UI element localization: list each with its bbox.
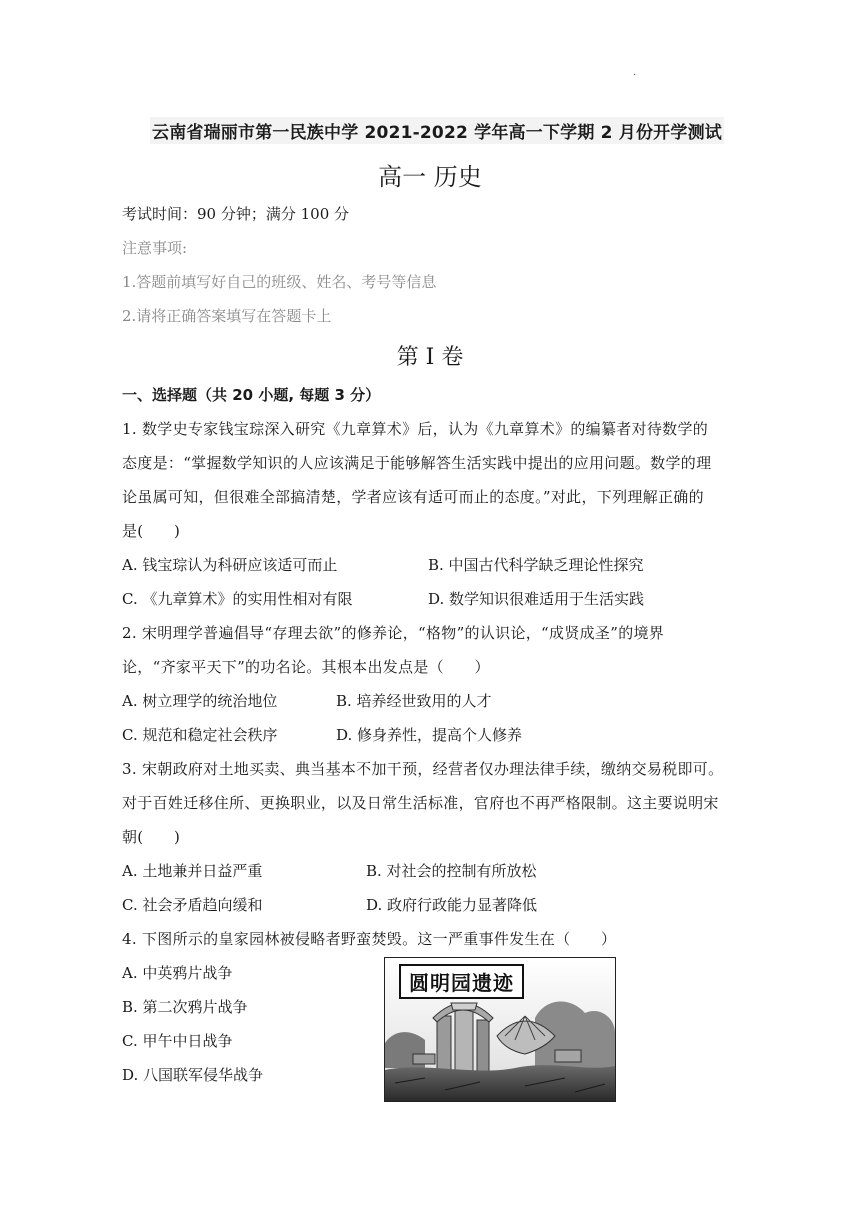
- question-4-line-1: 4. 下图所示的皇家园林被侵略者野蛮焚毁。这一严重事件发生在（ ）: [122, 930, 617, 948]
- notice-item-1: 1.答题前填写好自己的班级、姓名、考号等信息: [122, 273, 437, 291]
- question-3-option-d: D. 政府行政能力显著降低: [366, 896, 538, 914]
- question-3-line-2: 对于百姓迁移住所、更换职业，以及日常生活标准，官府也不再严格限制。这主要说明宋: [122, 794, 719, 812]
- question-3-option-c: C. 社会矛盾趋向缓和: [122, 896, 263, 914]
- question-2-option-a: A. 树立理学的统治地位: [122, 692, 278, 710]
- notice-item-2: 2.请将正确答案填写在答题卡上: [122, 307, 332, 325]
- question-3-option-b: B. 对社会的控制有所放松: [366, 862, 537, 880]
- question-2-option-d: D. 修身养性，提高个人修养: [336, 726, 523, 744]
- notice-title: 注意事项:: [122, 239, 188, 257]
- question-4-option-c: C. 甲午中日战争: [122, 1032, 233, 1050]
- question-1-option-d: D. 数学知识很难适用于生活实践: [428, 590, 645, 608]
- question-1-line-4: 是( ): [122, 522, 181, 540]
- question-3-line-3: 朝( ): [122, 828, 181, 846]
- figure-caption: 圆明园遗迹: [399, 964, 524, 999]
- question-2-option-c: C. 规范和稳定社会秩序: [122, 726, 278, 744]
- question-1-line-1: 1. 数学史专家钱宝琮深入研究《九章算术》后，认为《九章算术》的编纂者对待数学的: [122, 420, 709, 438]
- volume-heading: 第 I 卷: [396, 345, 464, 370]
- question-1-line-3: 论虽属可知，但很难全部搞清楚，学者应该有适可而止的态度。”对此，下列理解正确的: [122, 488, 704, 506]
- question-4-option-b: B. 第二次鸦片战争: [122, 998, 248, 1016]
- question-2-option-b: B. 培养经世致用的人才: [336, 692, 492, 710]
- page-mark: ·: [633, 70, 637, 81]
- question-2-line-1: 2. 宋明理学普遍倡导“存理去欲”的修养论，“格物”的认识论，“成贤成圣”的境界: [122, 624, 665, 642]
- question-1-line-2: 态度是：“掌握数学知识的人应该满足于能够解答生活实践中提出的应用问题。数学的理: [122, 454, 712, 472]
- question-1-option-a: A. 钱宝琮认为科研应该适可而止: [122, 556, 338, 574]
- question-1-option-c: C. 《九章算术》的实用性相对有限: [122, 590, 353, 608]
- question-3-line-1: 3. 宋朝政府对土地买卖、典当基本不加干预，经营者仅办理法律手续，缴纳交易税即可。: [122, 760, 724, 778]
- yuanmingyuan-ruins-image: [384, 957, 616, 1102]
- exam-title: 云南省瑞丽市第一民族中学 2021-2022 学年高一下学期 2 月份开学测试: [150, 117, 724, 144]
- question-2-line-2: 论，“齐家平天下”的功名论。其根本出发点是（ ）: [122, 658, 490, 676]
- question-4-option-d: D. 八国联军侵华战争: [122, 1066, 264, 1084]
- question-1-option-b: B. 中国古代科学缺乏理论性探究: [428, 556, 644, 574]
- question-3-option-a: A. 土地兼并日益严重: [122, 862, 263, 880]
- section-heading: 一、选择题（共 20 小题, 每题 3 分）: [122, 386, 381, 404]
- exam-time-score: 考试时间：90 分钟；满分 100 分: [122, 205, 350, 223]
- subject-title: 高一 历史: [378, 163, 482, 191]
- question-4-option-a: A. 中英鸦片战争: [122, 964, 233, 982]
